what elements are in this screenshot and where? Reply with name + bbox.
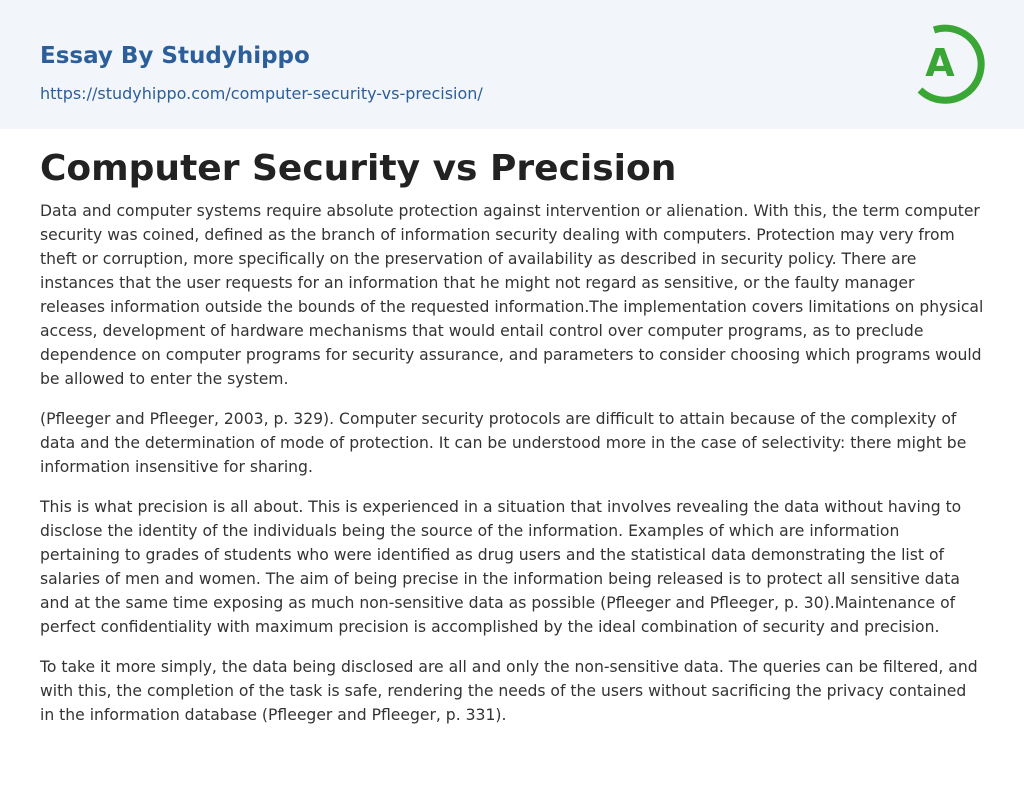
article [0, 147, 1024, 727]
paragraph: To take it more simply, the data being disclosed are all and only the non-sensitive data. The queries can be filtered, and with this, the completion of the task is safe, rendering the needs of the users without sacrificing the privacy contained in the information database (Pfleeger and Pfleeger, p. 331). [40, 658, 978, 724]
paragraph: This is what precision is all about. This is experienced in a situation that involves revealing the data without having to disclose the identity of the individuals being the source of the information. Examples of which are information pertaining to grades of students who were identified as drug users and the statistical data demonstrating the list of salaries of men and women. The aim of being precise in the information being released is to protect all sensitive data and at the same time exposing as much non-sensitive data as possible (Pfleeger and Pfleeger, p. 30).Maintenance of perfect confidentiality with maximum precision is accomplished by the ideal combination of security and precision. [40, 498, 962, 636]
paragraph: Data and computer systems require absolute protection against intervention or alienation. With this, the term computer security was coined, defined as the branch of information security dealing with computers. Protection may very from theft or corruption, more specifically on the preservation of availability as described in security policy. There are instances that the user requests for an information that he might not regard as sensitive, or the faulty manager releases information outside the bounds of the requested information.The implementation covers limitations on physical access, development of hardware mechanisms that would entail control over computer programs, as to preclude dependence on computer programs for security assurance, and parameters to consider choosing which programs would be allowed to enter the system. [40, 202, 984, 388]
logo-letter: A [925, 41, 955, 85]
paragraph: (Pfleeger and Pfleeger, 2003, p. 329). Computer security protocols are difficult to attain because of the complexity of data and the determination of mode of protection. It can be understood more in the case of selectivity: there might be information insensitive for sharing. [40, 410, 967, 476]
essay-url-link[interactable]: https://studyhippo.com/computer-security-vs-precision/ [40, 84, 483, 103]
studyhippo-logo-icon[interactable] [912, 19, 986, 105]
page-title: Computer Security vs Precision [40, 148, 677, 189]
site-header [0, 0, 1024, 129]
site-title[interactable]: Essay By Studyhippo [40, 43, 310, 69]
